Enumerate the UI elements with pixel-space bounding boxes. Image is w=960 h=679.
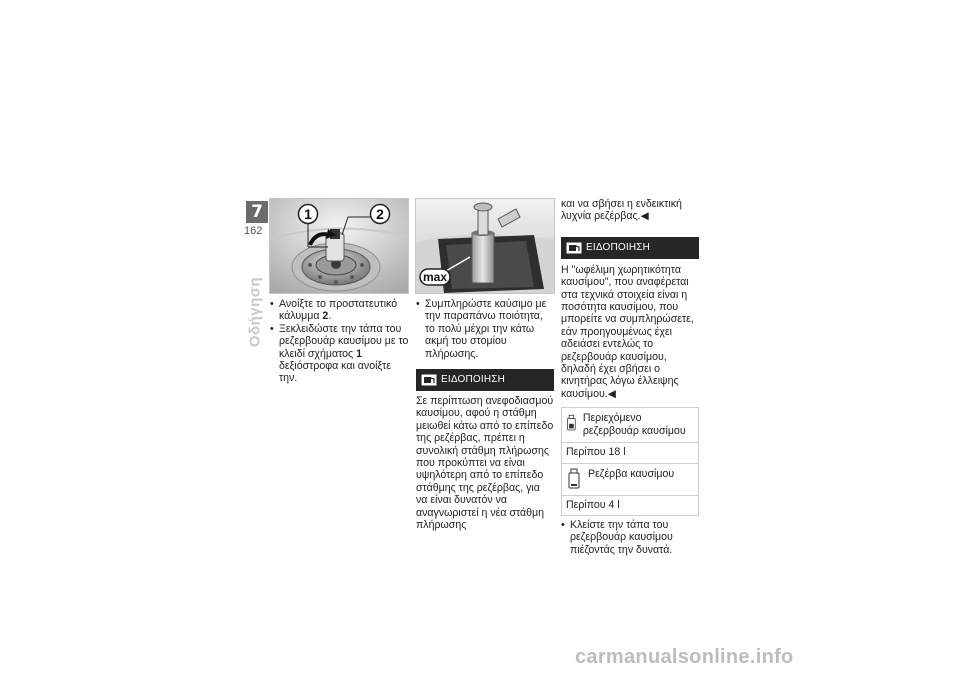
notice-title: ΕΙΔΟΠΟΙΗΣΗ (441, 373, 506, 385)
notice-header (416, 369, 554, 391)
callout-1: 1 (304, 206, 312, 222)
spec-label: Περιεχόμενο ρεζερβουάρ καυσίμου (582, 412, 686, 437)
steps-list-1 (270, 298, 410, 385)
notice-header (561, 237, 699, 259)
spec-value: Περίπου 18 l (566, 446, 626, 459)
figure-filler-neck (415, 198, 555, 294)
fuel-cap-illustration (270, 199, 408, 293)
figure-fuel-cap (269, 198, 409, 294)
notice-text: Σε περίπτωση ανεφοδιασμού καυσίμου, αφού η στάθμη μειωθεί κάτω από το επίπεδο της ρεζέρβας, πρέπει η συνολική στάθμη πλήρωσης που προκύπτει να είναι υψηλότερη από το επίπεδο στάθμης της ρεζέρβας, για να είναι δυνατόν να αναγνωριστεί η νέα στάθμη πλήρωσης (416, 395, 554, 532)
column-2 (416, 298, 554, 532)
section-end-mark: ◀ (640, 210, 649, 223)
ref-number: 1 (356, 347, 362, 360)
fuel-pump-warning-icon (421, 374, 437, 386)
watermark: carmanualsonline.info (575, 646, 794, 668)
callout-2: 2 (376, 206, 384, 222)
spec-tank-capacity (561, 407, 699, 463)
section-end-mark: ◀ (607, 387, 616, 400)
step-close-cap: • Κλείστε την τάπα του ρεζερβουάρ καυσίμου πιέζοντάς την δυνατά. (561, 519, 699, 556)
spec-label: Ρεζέρβα καυσίμου (588, 467, 675, 480)
chapter-number-tab (246, 201, 268, 223)
fuel-pump-warning-icon (566, 242, 582, 254)
chapter-number: 7 (251, 202, 263, 222)
spec-value: Περίπου 4 l (566, 498, 620, 511)
step-refuel: • Συμπληρώστε καύσιμο με την παραπάνω ποιότητα, το πολύ μέχρι την κάτω ακμή του στομίου πλήρωσης. (416, 298, 554, 360)
notice-text: Η "ωφέλιμη χωρητικότητα καυσίμου", που αναφέρεται στα τεχνικά στοιχεία είναι η ποσότητα καυσίμου, που μπορείτε να συμπληρώσετε, εάν προηγουμένως έχει αδειάσει εντελώς το ρεζερβουάρ καυσίμου, δηλαδή έχει σβήσει ο κινητήρας λόγω έλλειψης καυσίμου.◀ (561, 263, 694, 400)
step-open-cover: • Ανοίξτε το προστατευτικό κάλυμμα 2. (270, 298, 410, 323)
notice-title: ΕΙΔΟΠΟΙΗΣΗ (586, 241, 651, 253)
fuel-tank-icon (566, 412, 577, 434)
ref-number: 2 (322, 310, 329, 323)
side-chapter-title (244, 262, 266, 362)
spec-fuel-reserve (561, 464, 699, 516)
column-3 (561, 198, 699, 556)
page-number: 162 (244, 225, 263, 237)
side-chapter-title-text: Οδήγηση (246, 276, 264, 348)
steps-list-2 (416, 298, 554, 360)
max-level-label: max (422, 270, 448, 284)
filler-neck-illustration (416, 199, 554, 293)
steps-list-3 (561, 519, 699, 556)
fuel-tank-icon (566, 468, 582, 490)
column-1 (270, 298, 410, 385)
step-unlock-cap: • Ξεκλειδώστε την τάπα του ρεζερβουάρ καυσίμου με το κλειδί σχήματος 1 δεξιόστροφα και ανοίξτε την. (270, 323, 410, 385)
continuation-text: και να σβήσει η ενδεικτική λυχνία ρεζέρβας.◀ (561, 198, 682, 223)
